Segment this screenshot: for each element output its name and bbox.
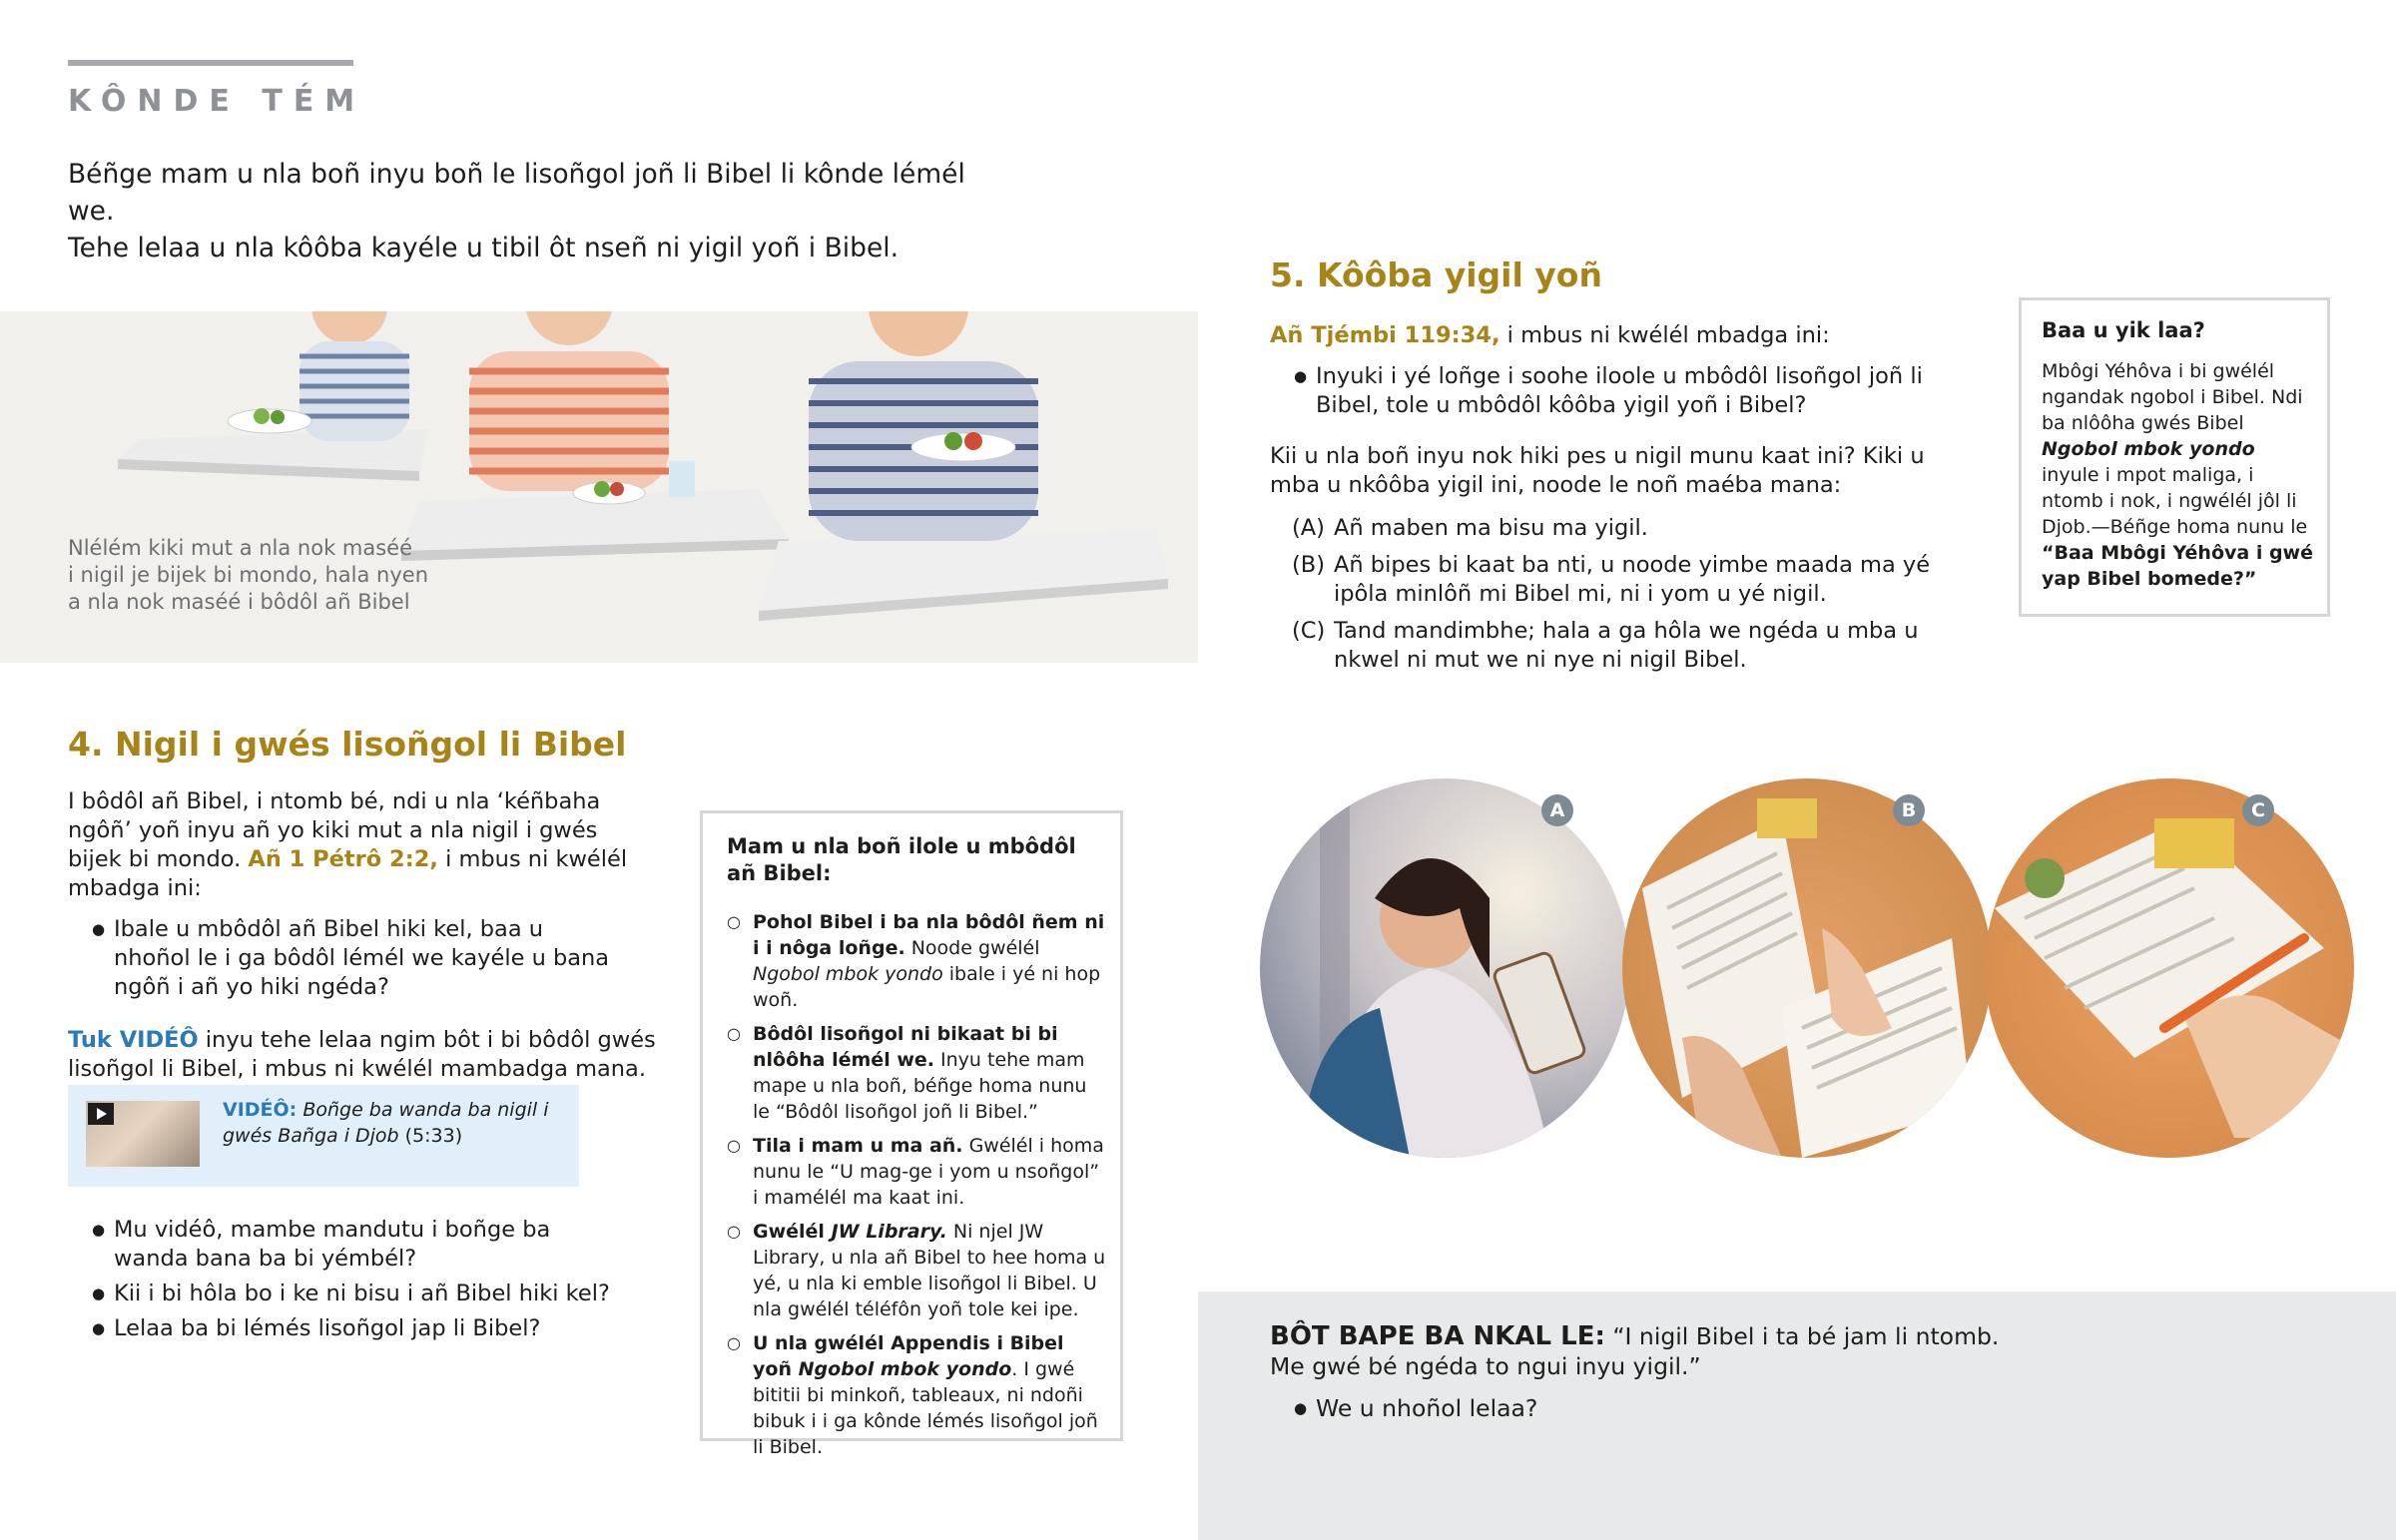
- header-rule: [68, 60, 353, 66]
- caption-line-2: i nigil je bijek bi mondo, hala nyen: [68, 563, 429, 587]
- option-text: Tand mandimbhe; hala a ga hôla we ngéda u mba u nkwel ni mut we ni nye ni nigil Bibel.: [1334, 618, 1919, 673]
- video-questions: [68, 1216, 627, 1349]
- box-text-2: inyule i mpot maliga, i ntomb i nok, i ngwélél jôl li Djob.—Béñge homa nunu le: [2042, 464, 2308, 538]
- intro-text: [68, 156, 1006, 266]
- video-card[interactable]: [68, 1085, 579, 1187]
- intro-line-2: Tehe lelaa u nla kôôba kayéle u tibil ôt nseñ ni yigil yoñ i Bibel.: [68, 233, 899, 263]
- section-4-questions: [68, 915, 617, 1002]
- option-key: (C): [1292, 618, 1326, 644]
- option-key: (B): [1292, 552, 1325, 578]
- option-text: Añ bipes bi kaat ba nti, u noode yimbe maada ma yé ipôla minlôñ mi Bibel mi, ni i yom u yé nigil.: [1334, 552, 1931, 607]
- video-title-text: Boñge ba wanda ba nigil i gwés Bañga i Djob: [223, 1099, 549, 1147]
- tips-box-title: Mam u nla boñ ilole u mbôdôl añ Bibel:: [727, 834, 1076, 885]
- caption-line-3: a nla nok maséé i bôdôl añ Bibel: [68, 590, 410, 614]
- woman-reading-icon: [1260, 778, 1629, 1158]
- section-5-title: 5. Kôôba yigil yoñ: [1270, 256, 1602, 294]
- section-4-paragraph: [68, 787, 657, 903]
- section-5-options: [1270, 514, 1939, 675]
- video-paragraph: [68, 1026, 657, 1084]
- tip-text: Inyu tehe mam mape u nla boñ, béñge homa nunu le “Bôdôl lisoñgol joñ li Bibel.”: [753, 1049, 1087, 1123]
- section-5-body: [1270, 321, 1939, 683]
- section-4-body: [68, 787, 657, 1084]
- option-key: (A): [1292, 515, 1325, 541]
- tip-item: [727, 1330, 1106, 1460]
- tip-heading: Gwélél: [753, 1221, 832, 1243]
- section-kicker: KÔNDE TÉM: [68, 84, 366, 119]
- tip-heading: U nla gwélél Appendis i Bibel yoñ: [753, 1332, 1064, 1380]
- tips-list: [727, 909, 1106, 1468]
- option-text: Añ maben ma bisu ma yigil.: [1334, 515, 1648, 541]
- others-say-label: BÔT BAPE BA NKAL LE:: [1270, 1321, 1605, 1351]
- did-you-know-text: [2042, 358, 2313, 592]
- caption-line-1: Nlélém kiki mut a nla nok maséé: [68, 536, 413, 560]
- tip-item: [727, 1219, 1106, 1322]
- video-link[interactable]: Tuk VIDÉÔ: [68, 1027, 199, 1053]
- illustration-c-taking-notes: [1985, 778, 2354, 1158]
- tip-text: Noode gwélél: [904, 937, 1040, 959]
- option-item: [1270, 617, 1939, 675]
- question-item: ● Inyuki i yé loñge i soohe iloole u mbôdôl lisoñgol joñ li Bibel, tole u mbôdôl kôôba yigil yoñ i Bibel?: [1270, 362, 1939, 420]
- question-item: ● Lelaa ba bi lémés lisoñgol jap li Bibel?: [68, 1314, 627, 1343]
- did-you-know-title: Baa u yik laa?: [2042, 318, 2205, 342]
- section-5-ref-tail: i mbus ni kwélél mbadga ini:: [1499, 322, 1830, 348]
- video-paragraph-text: inyu tehe lelaa ngim bôt i bi bôdôl gwés lisoñgol li Bibel, i mbus ni kwélél mambadga mana.: [68, 1027, 656, 1082]
- box-text: Mbôgi Yéhôva i bi gwélél ngandak ngobol i Bibel. Ndi ba nlôôha gwés Bibel: [2042, 360, 2303, 434]
- tip-text: Gwélél i homa nunu le “U mag-ge i yom u nsoñgol” i mamélél ma kaat ini.: [753, 1135, 1104, 1209]
- video-label: VIDÉÔ:: [223, 1099, 298, 1121]
- tip-book-title: Ngobol mbok yondo: [753, 963, 943, 985]
- illustration-b-reading-book: [1622, 778, 1992, 1158]
- reading-tips-box: [700, 810, 1123, 1458]
- tip-text: . I gwé bititii bi minkoñ, tableaux, ni ndoñi bibuk i i ga kônde lémés lisoñgol joñ li Bibel.: [753, 1358, 1098, 1458]
- question-item: ● Ibale u mbôdôl añ Bibel hiki kel, baa u nhoñol le i ga bôdôl lémél we kayéle u bana ngôñ i añ yo hiki ngéda?: [68, 915, 617, 1002]
- tip-heading: Bôdôl lisoñgol ni bikaat bi bi nlôôha lémél we.: [753, 1023, 1058, 1071]
- quote-line-2: Me gwé bé ngéda to ngui inyu yigil.”: [1270, 1352, 1701, 1380]
- others-say-text: [1270, 1321, 2268, 1429]
- scene-caption: [68, 535, 437, 616]
- scripture-link-1-peter[interactable]: Añ 1 Pétrô 2:2,: [248, 846, 438, 872]
- bible-title: Ngobol mbok yondo: [2042, 438, 2255, 460]
- open-book-icon: [1622, 778, 1992, 1158]
- quote-line-1: “I nigil Bibel i ta bé jam li ntomb.: [1604, 1322, 2000, 1350]
- question-item: ● We u nhoñol lelaa?: [1270, 1393, 2268, 1423]
- video-title[interactable]: [223, 1097, 562, 1149]
- tip-book-title: Ngobol mbok yondo: [798, 1358, 1012, 1380]
- article-link[interactable]: “Baa Mbôgi Yéhôva i gwé yap Bibel bomede?”: [2042, 542, 2313, 590]
- illustration-a-reading-phone: [1260, 778, 1629, 1158]
- tip-heading: Pohol Bibel i ba nla bôdôl ñem ni i i nôga loñge.: [753, 911, 1105, 959]
- tip-text-tail: ibale i yé ni hop woñ.: [753, 963, 1101, 1011]
- footer-questions: [1270, 1393, 2268, 1423]
- option-item: [1270, 551, 1939, 609]
- book-and-pen-icon: [1985, 778, 2354, 1158]
- tip-heading: Tila i mam u ma añ.: [753, 1135, 963, 1157]
- play-icon[interactable]: [88, 1103, 114, 1125]
- video-duration: (5:33): [398, 1125, 463, 1147]
- did-you-know-box: [2019, 297, 2330, 617]
- section-5-paragraph: Kii u nla boñ inyu nok hiki pes u nigil munu kaat ini? Kiki u mba u nkôôba yigil ini, noode le noñ maéba mana:: [1270, 443, 1925, 498]
- video-question-list: [68, 1216, 627, 1343]
- badge-a: A: [1541, 794, 1573, 826]
- section-5-ref-line: [1270, 321, 1939, 350]
- tip-item: [727, 1021, 1106, 1125]
- section-5-questions: [1270, 362, 1939, 420]
- others-say-panel: [1198, 1291, 2396, 1540]
- scripture-link-psalm[interactable]: Añ Tjémbi 119:34,: [1270, 322, 1500, 348]
- option-item: [1270, 514, 1939, 543]
- video-thumbnail[interactable]: [86, 1101, 200, 1167]
- tip-item: [727, 1133, 1106, 1211]
- badge-c: C: [2242, 794, 2274, 826]
- question-item: ● Mu vidéô, mambe mandutu i boñge ba wanda bana ba bi yémbél?: [68, 1216, 627, 1274]
- tip-text: Ni njel JW Library, u nla añ Bibel to hee homa u yé, u nla ki emble lisoñgol li Bibel. U nla gwélél téléfôn yoñ tole kei ipe.: [753, 1221, 1106, 1320]
- section-4-intro-tail: i mbus ni kwélél mbadga ini:: [68, 846, 628, 901]
- others-say-line-1: [1270, 1321, 2268, 1351]
- intro-line-1: Béñge mam u nla boñ inyu boñ le lisoñgol joñ li Bibel li kônde lémél we.: [68, 159, 965, 227]
- section-4-title: 4. Nigil i gwés lisoñgol li Bibel: [68, 725, 627, 764]
- tip-item: [727, 909, 1106, 1013]
- question-item: ● Kii i bi hôla bo i ke ni bisu i añ Bibel hiki kel?: [68, 1280, 627, 1308]
- section-4-intro: I bôdôl añ Bibel, i ntomb bé, ndi u nla ‘kéñbaha ngôñ’ yoñ inyu añ yo kiki mut a nla nigil i gwés bijek bi mondo.: [68, 788, 601, 872]
- tip-app-name: JW Library.: [831, 1221, 947, 1243]
- badge-b: B: [1893, 794, 1925, 826]
